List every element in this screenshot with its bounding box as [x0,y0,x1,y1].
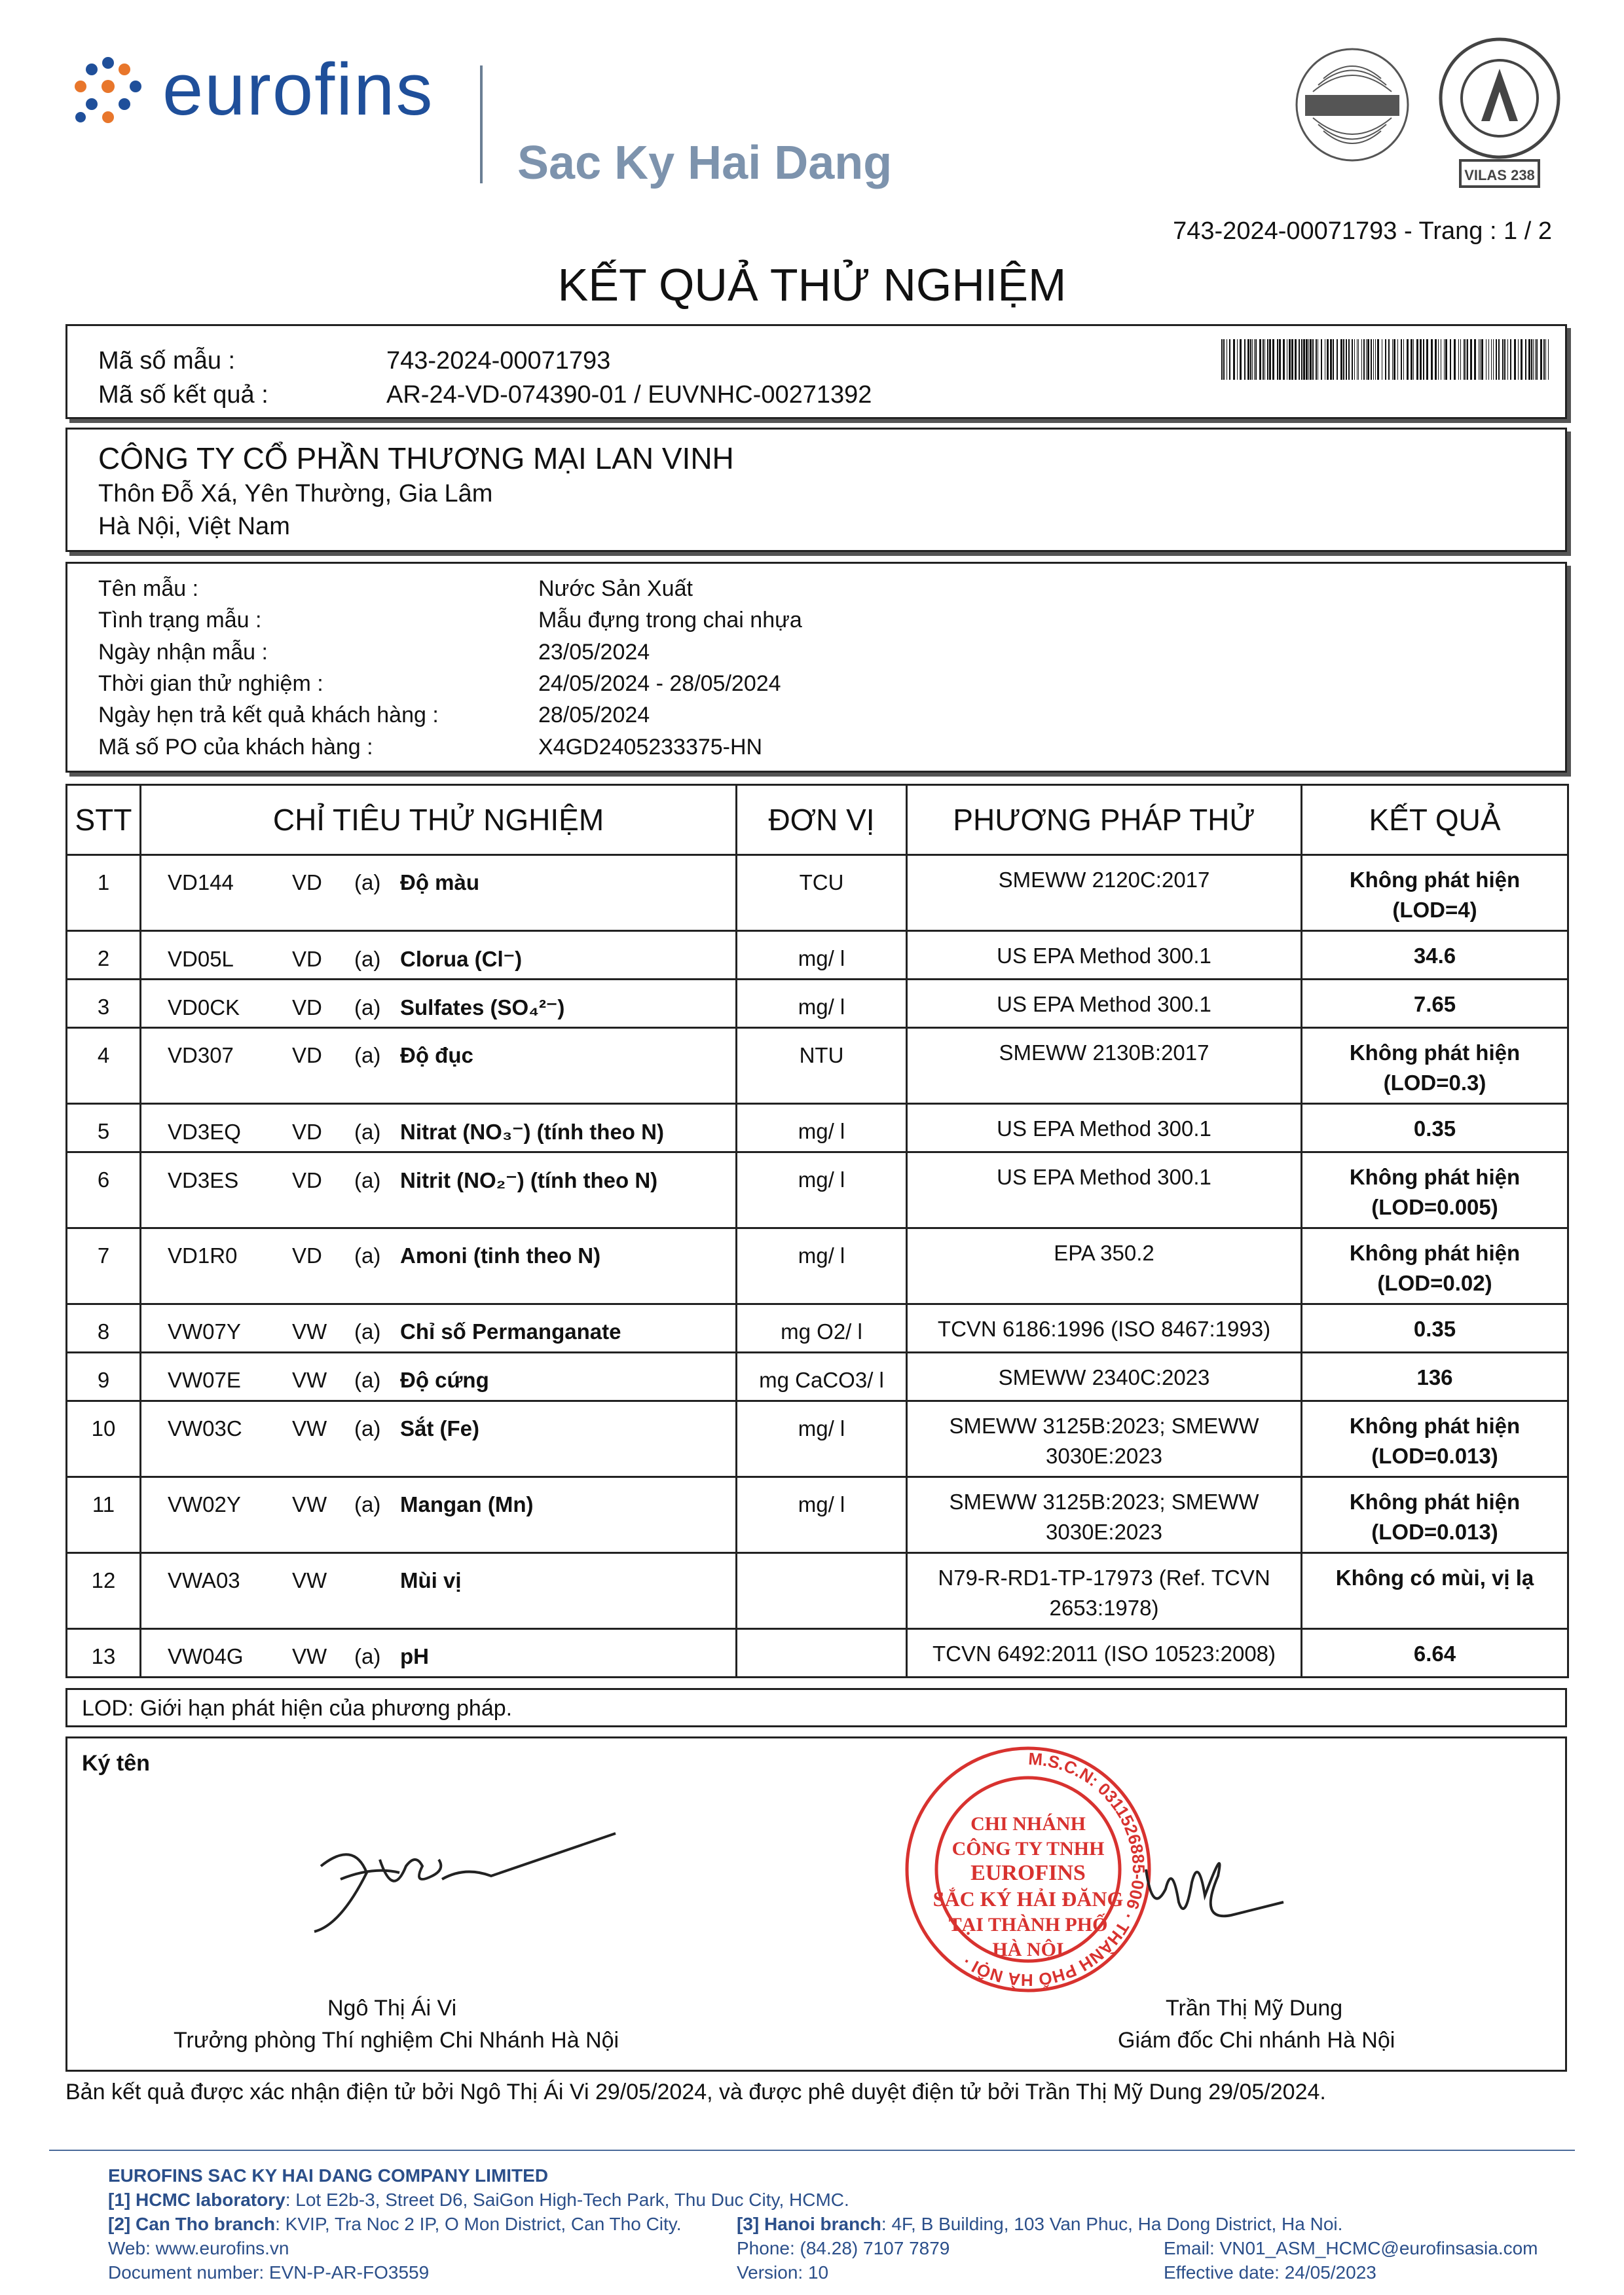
ilac-mra-seal-icon [1293,46,1411,164]
cell-result [1302,1401,1568,1477]
indicator-code: VD05L [168,947,234,971]
table-row [67,1228,1568,1304]
indicator-group: VD [292,1243,322,1268]
logo-divider [480,65,483,183]
company-stamp-icon [897,1738,1159,2000]
cell-stt: 4 [67,1028,141,1104]
stamp-line: EUROFINS [970,1861,1086,1885]
client-address-2: Hà Nội, Việt Nam [98,513,290,540]
cell-indicator [141,1028,737,1104]
cell-stt: 13 [67,1629,141,1678]
cell-method: N79-R-RD1-TP-17973 (Ref. TCVN 2653:1978) [907,1553,1302,1629]
table-row [67,1028,1568,1104]
result-lod: (LOD=0.3) [1383,1071,1486,1095]
indicator-code: VW07Y [168,1319,241,1344]
stamp-line: TẠI THÀNH PHỐ [948,1914,1108,1936]
indicator-code: VW03C [168,1416,242,1441]
cell-method: SMEWW 3125B:2023; SMEWW 3030E:2023 [907,1401,1302,1477]
cell-stt: 3 [67,980,141,1028]
indicator-name: pH [400,1644,429,1668]
cell-unit: mg/ l [737,1228,907,1304]
indicator-mark: (a) [354,1319,381,1344]
signature-ngo-thi-ai-vi [301,1827,629,1945]
cell-indicator [141,855,737,931]
table-row [67,1104,1568,1152]
cell-stt: 8 [67,1304,141,1353]
result-lod: (LOD=0.005) [1371,1195,1498,1219]
cell-unit: mg/ l [737,931,907,980]
cell-stt: 7 [67,1228,141,1304]
cell-stt: 1 [67,855,141,931]
footer-line-hcmc: [1] HCMC laboratory: Lot E2b-3, Street D6, SaiGon High-Tech Park, Thu Duc City, HCMC. [108,2190,849,2210]
cell-result [1302,1152,1568,1228]
cell-result [1302,1477,1568,1553]
indicator-code: VD3ES [168,1168,239,1192]
sample-no-label: Mã số mẫu : [98,347,236,375]
stamp-line: CÔNG TY TNHH [951,1838,1105,1860]
sample-field-label: Ngày nhận mẫu : [98,640,268,665]
cell-stt: 6 [67,1152,141,1228]
result-lod: (LOD=0.013) [1371,1520,1498,1544]
cell-indicator [141,1401,737,1477]
sample-no: 743-2024-00071793 [386,347,611,375]
stamp-line: CHI NHÁNH [970,1813,1086,1835]
indicator-mark: (a) [354,1416,381,1441]
table-row [67,1304,1568,1353]
table-row [67,1401,1568,1477]
result-value: 0.35 [1413,1317,1456,1341]
table-row [67,1353,1568,1401]
results-table [65,784,1569,1678]
indicator-name: Mangan (Mn) [400,1492,534,1516]
indicator-mark: (a) [354,1368,381,1392]
stamp-ring-text: M.S.C.N: 0311526885-006 · THÀNH PHỐ HÀ NỘI · [958,1748,1149,1991]
table-row [67,1629,1568,1678]
document-reference: 743-2024-00071793 - Trang : 1 / 2 [1173,217,1552,245]
lod-note: LOD: Giới hạn phát hiện của phương pháp. [82,1696,513,1721]
indicator-name: Clorua (Cl⁻) [400,947,523,971]
indicator-name: Chỉ số Permanganate [400,1319,621,1344]
indicator-name: Sulfates (SO₄²⁻) [400,995,565,1019]
indicator-mark: (a) [354,995,381,1019]
table-header-row [67,785,1568,855]
signature-label: Ký tên [82,1751,150,1776]
col-header-unit: ĐƠN VỊ [737,785,907,855]
cell-indicator [141,1629,737,1678]
left-signer-title: Trưởng phòng Thí nghiệm Chi Nhánh Hà Nội [174,2028,619,2053]
indicator-code: VD1R0 [168,1243,238,1268]
client-address-1: Thôn Đỗ Xá, Yên Thường, Gia Lâm [98,480,493,507]
footer-phone: Phone: (84.28) 7107 7879 [737,2238,950,2258]
result-value: Không phát hiện [1349,1040,1521,1065]
result-value: Không phát hiện [1349,868,1521,892]
cell-result [1302,980,1568,1028]
indicator-code: VW04G [168,1644,244,1668]
indicator-name: Độ cứng [400,1368,489,1392]
indicator-name: Độ màu [400,870,480,894]
cell-method: US EPA Method 300.1 [907,980,1302,1028]
cell-stt: 10 [67,1401,141,1477]
right-signer-name: Trần Thị Mỹ Dung [1166,1996,1343,2021]
result-value: Không phát hiện [1349,1490,1521,1514]
cell-method: SMEWW 2130B:2017 [907,1028,1302,1104]
cell-unit: mg/ l [737,1152,907,1228]
indicator-name: Mùi vị [400,1568,462,1592]
sample-field-label: Ngày hẹn trả kết quả khách hàng : [98,703,439,727]
sample-field-value: X4GD2405233375-HN [538,735,763,760]
result-value: Không phát hiện [1349,1241,1521,1265]
sample-field-value: 24/05/2024 - 28/05/2024 [538,671,781,696]
indicator-group: VD [292,1168,322,1192]
cell-result [1302,1553,1568,1629]
footer-email: Email: VN01_ASM_HCMC@eurofinsasia.com [1164,2238,1538,2258]
indicator-group: VW [292,1568,327,1592]
indicator-code: VW07E [168,1368,241,1392]
brand-name: eurofins [162,48,434,130]
indicator-name: Nitrat (NO₃⁻) (tính theo N) [400,1120,664,1144]
cell-unit: mg/ l [737,1401,907,1477]
sample-field-value: 23/05/2024 [538,640,650,665]
cell-result [1302,1228,1568,1304]
sample-field-label: Tình trạng mẫu : [98,608,262,633]
footer-web: Web: www.eurofins.vn [108,2238,289,2258]
vilas-label: VILAS 238 [1464,167,1535,183]
result-value: Không phát hiện [1349,1165,1521,1189]
indicator-group: VD [292,870,322,894]
footer-version: Version: 10 [737,2262,829,2283]
cell-stt: 9 [67,1353,141,1401]
left-signer-name: Ngô Thị Ái Vi [327,1996,457,2021]
footer-divider [49,2150,1575,2151]
table-row [67,855,1568,931]
cell-method: US EPA Method 300.1 [907,1152,1302,1228]
indicator-group: VW [292,1644,327,1668]
cell-result [1302,1028,1568,1104]
cell-unit: mg/ l [737,1104,907,1152]
cell-indicator [141,1477,737,1553]
result-no: AR-24-VD-074390-01 / EUVNHC-00271392 [386,381,872,409]
cell-method: SMEWW 3125B:2023; SMEWW 3030E:2023 [907,1477,1302,1553]
footer-effective: Effective date: 24/05/2023 [1164,2262,1376,2283]
col-header-stt: STT [67,785,141,855]
indicator-group: VW [292,1368,327,1392]
cell-unit: NTU [737,1028,907,1104]
footer-line-hanoi: [3] Hanoi branch: 4F, B Building, 103 Van Phuc, Ha Dong District, Ha Noi. [737,2214,1343,2234]
cell-indicator [141,931,737,980]
indicator-code: VD3EQ [168,1120,241,1144]
col-header-result: KẾT QUẢ [1302,785,1568,855]
indicator-group: VD [292,947,322,971]
stamp-line: HÀ NỘI [992,1939,1064,1960]
indicator-mark: (a) [354,1644,381,1668]
cell-indicator [141,1104,737,1152]
table-row [67,931,1568,980]
cell-indicator [141,980,737,1028]
table-row [67,1477,1568,1553]
indicator-mark: (a) [354,1043,381,1067]
indicator-mark: (a) [354,1168,381,1192]
result-value: 34.6 [1413,944,1456,968]
indicator-code: VD307 [168,1043,234,1067]
indicator-mark: (a) [354,1243,381,1268]
sample-field-value: Mẫu đựng trong chai nhựa [538,608,802,633]
col-header-indicator: CHỈ TIÊU THỬ NGHIỆM [141,785,737,855]
boa-accreditation-seal-icon [1434,36,1565,193]
result-value: Không phát hiện [1349,1414,1521,1438]
indicator-group: VW [292,1492,327,1516]
cell-unit: mg O2/ l [737,1304,907,1353]
result-lod: (LOD=4) [1392,898,1477,922]
cell-method: EPA 350.2 [907,1228,1302,1304]
sample-field-label: Thời gian thử nghiệm : [98,671,323,696]
signature-tran-thi-my-dung [1133,1830,1329,1948]
cell-result [1302,855,1568,931]
page-title: KẾT QUẢ THỬ NGHIỆM [557,259,1067,310]
result-lod: (LOD=0.02) [1377,1271,1492,1295]
indicator-name: Sắt (Fe) [400,1416,480,1441]
cell-result [1302,1304,1568,1353]
sample-field-label: Mã số PO của khách hàng : [98,735,373,760]
signature-box [65,1736,1567,2072]
cell-stt: 12 [67,1553,141,1629]
result-no-label: Mã số kết quả : [98,381,268,409]
cell-result [1302,1353,1568,1401]
cell-stt: 5 [67,1104,141,1152]
eurofins-logo-icon [69,55,147,127]
cell-indicator [141,1353,737,1401]
sample-field-value: 28/05/2024 [538,703,650,727]
indicator-code: VW02Y [168,1492,241,1516]
footer-docnum: Document number: EVN-P-AR-FO3559 [108,2262,430,2283]
indicator-name: Độ đục [400,1043,473,1067]
footer-line-cantho: [2] Can Tho branch: KVIP, Tra Noc 2 IP, O Mon District, Can Tho City. [108,2214,682,2234]
indicator-group: VW [292,1319,327,1344]
cell-unit: mg/ l [737,1477,907,1553]
approval-note: Bản kết quả được xác nhận điện tử bởi Ngô Thị Ái Vi 29/05/2024, và được phê duyệt điện tử bởi Trần Thị Mỹ Dung 29/05/2024. [65,2080,1326,2104]
cell-method: US EPA Method 300.1 [907,1104,1302,1152]
sample-field-label: Tên mẫu : [98,576,199,601]
table-row [67,980,1568,1028]
footer-company: EUROFINS SAC KY HAI DANG COMPANY LIMITED [108,2165,549,2186]
result-value: Không có mùi, vị lạ [1335,1566,1534,1590]
cell-stt: 11 [67,1477,141,1553]
cell-method: TCVN 6492:2011 (ISO 10523:2008) [907,1629,1302,1678]
indicator-code: VWA03 [168,1568,240,1592]
result-value: 6.64 [1413,1642,1456,1666]
cell-result [1302,1104,1568,1152]
result-value: 0.35 [1413,1116,1456,1141]
table-row [67,1553,1568,1629]
cell-method: SMEWW 2340C:2023 [907,1353,1302,1401]
cell-method: TCVN 6186:1996 (ISO 8467:1993) [907,1304,1302,1353]
indicator-mark: (a) [354,947,381,971]
brand-subname: Sac Ky Hai Dang [517,137,893,189]
cell-indicator [141,1152,737,1228]
cell-method: US EPA Method 300.1 [907,931,1302,980]
table-row [67,1152,1568,1228]
cell-unit: mg/ l [737,980,907,1028]
cell-unit [737,1629,907,1678]
client-name: CÔNG TY CỔ PHẦN THƯƠNG MẠI LAN VINH [98,441,734,475]
cell-unit: TCU [737,855,907,931]
indicator-name: Amoni (tinh theo N) [400,1243,601,1268]
indicator-code: VD144 [168,870,234,894]
cell-result [1302,931,1568,980]
cell-stt: 2 [67,931,141,980]
indicator-name: Nitrit (NO₂⁻) (tính theo N) [400,1168,658,1192]
indicator-mark: (a) [354,1492,381,1516]
barcode-icon [1221,339,1549,380]
cell-unit: mg CaCO3/ l [737,1353,907,1401]
indicator-group: VD [292,1043,322,1067]
indicator-group: VD [292,1120,322,1144]
indicator-code: VD0CK [168,995,240,1019]
sample-field-value: Nước Sản Xuất [538,576,693,601]
indicator-group: VW [292,1416,327,1441]
cell-method: SMEWW 2120C:2017 [907,855,1302,931]
cell-indicator [141,1553,737,1629]
stamp-line: SẮC KÝ HẢI ĐĂNG [932,1887,1124,1911]
col-header-method: PHƯƠNG PHÁP THỬ [907,785,1302,855]
result-value: 136 [1416,1365,1453,1389]
indicator-mark: (a) [354,870,381,894]
right-signer-title: Giám đốc Chi nhánh Hà Nội [1118,2028,1395,2053]
indicator-group: VD [292,995,322,1019]
cell-indicator [141,1228,737,1304]
result-value: 7.65 [1413,992,1456,1016]
cell-unit [737,1553,907,1629]
indicator-mark: (a) [354,1120,381,1144]
cell-result [1302,1629,1568,1678]
cell-indicator [141,1304,737,1353]
result-lod: (LOD=0.013) [1371,1444,1498,1468]
